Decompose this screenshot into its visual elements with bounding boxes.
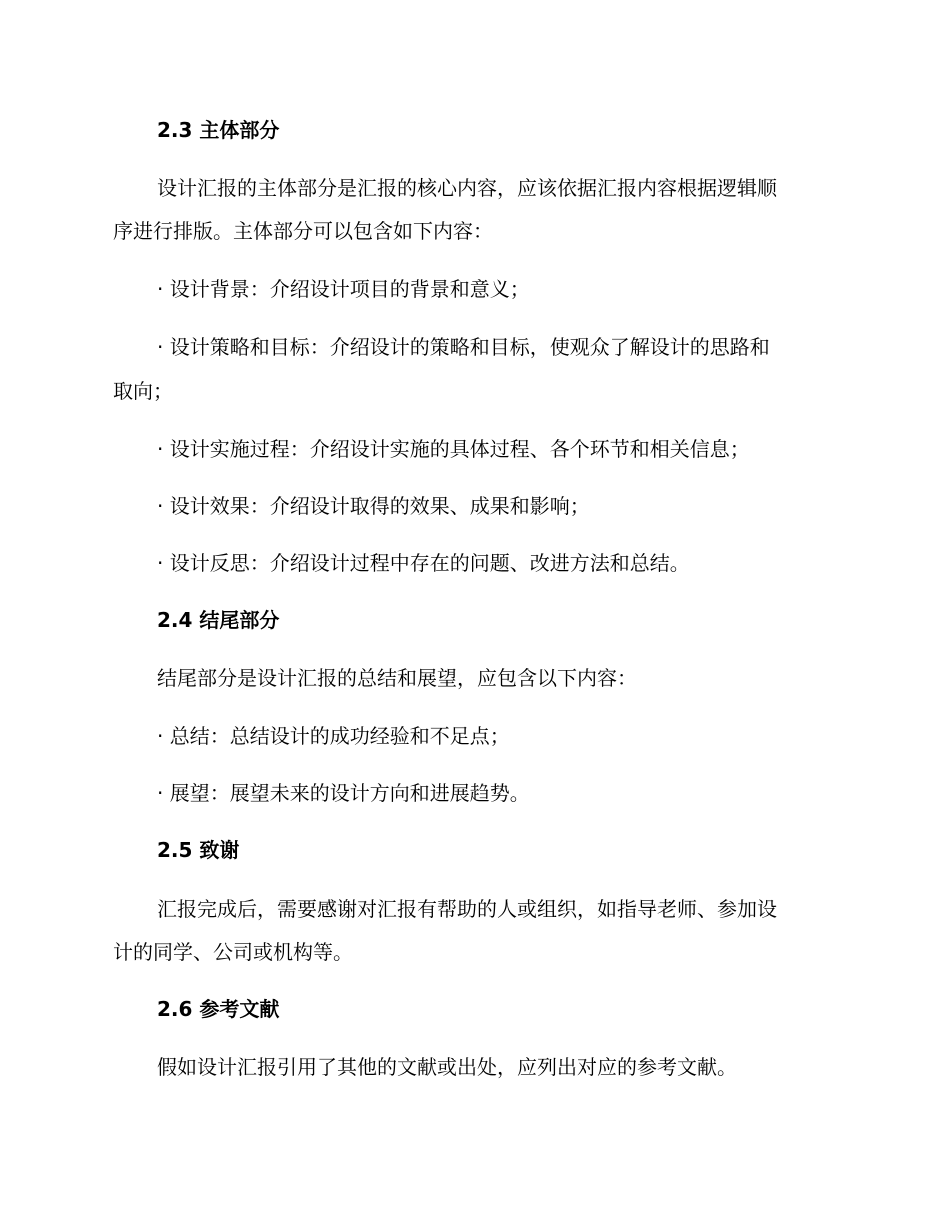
paragraph-line: 序进行排版。主体部分可以包含如下内容： bbox=[113, 219, 493, 243]
bullet-item-process: · 设计实施过程：介绍设计实施的具体过程、各个环节和相关信息； bbox=[157, 437, 750, 461]
bullet-item-strategy: · 设计策略和目标：介绍设计的策略和目标，使观众了解设计的思路和 bbox=[157, 335, 770, 359]
paragraph-line: 假如设计汇报引用了其他的文献或出处，应列出对应的参考文献。 bbox=[157, 1055, 737, 1079]
section-heading-2-3: 2.3 主体部分 bbox=[157, 118, 280, 142]
paragraph-line: 设计汇报的主体部分是汇报的核心内容，应该依据汇报内容根据逻辑顺 bbox=[157, 176, 777, 200]
bullet-item-outlook: · 展望：展望未来的设计方向和进展趋势。 bbox=[157, 781, 530, 805]
bullet-item-summary: · 总结：总结设计的成功经验和不足点； bbox=[157, 724, 510, 748]
bullet-item-effect: · 设计效果：介绍设计取得的效果、成果和影响； bbox=[157, 494, 590, 518]
bullet-item-background: · 设计背景：介绍设计项目的背景和意义； bbox=[157, 277, 530, 301]
bullet-item-reflection: · 设计反思：介绍设计过程中存在的问题、改进方法和总结。 bbox=[157, 551, 690, 575]
section-heading-2-4: 2.4 结尾部分 bbox=[157, 608, 280, 632]
paragraph-line: 汇报完成后，需要感谢对汇报有帮助的人或组织，如指导老师、参加设 bbox=[157, 897, 777, 921]
section-heading-2-5: 2.5 致谢 bbox=[157, 838, 240, 862]
paragraph-line: 结尾部分是设计汇报的总结和展望，应包含以下内容： bbox=[157, 666, 637, 690]
paragraph-line: 计的同学、公司或机构等。 bbox=[113, 940, 353, 964]
section-heading-2-6: 2.6 参考文献 bbox=[157, 997, 280, 1021]
bullet-item-strategy-cont: 取向； bbox=[113, 379, 173, 403]
